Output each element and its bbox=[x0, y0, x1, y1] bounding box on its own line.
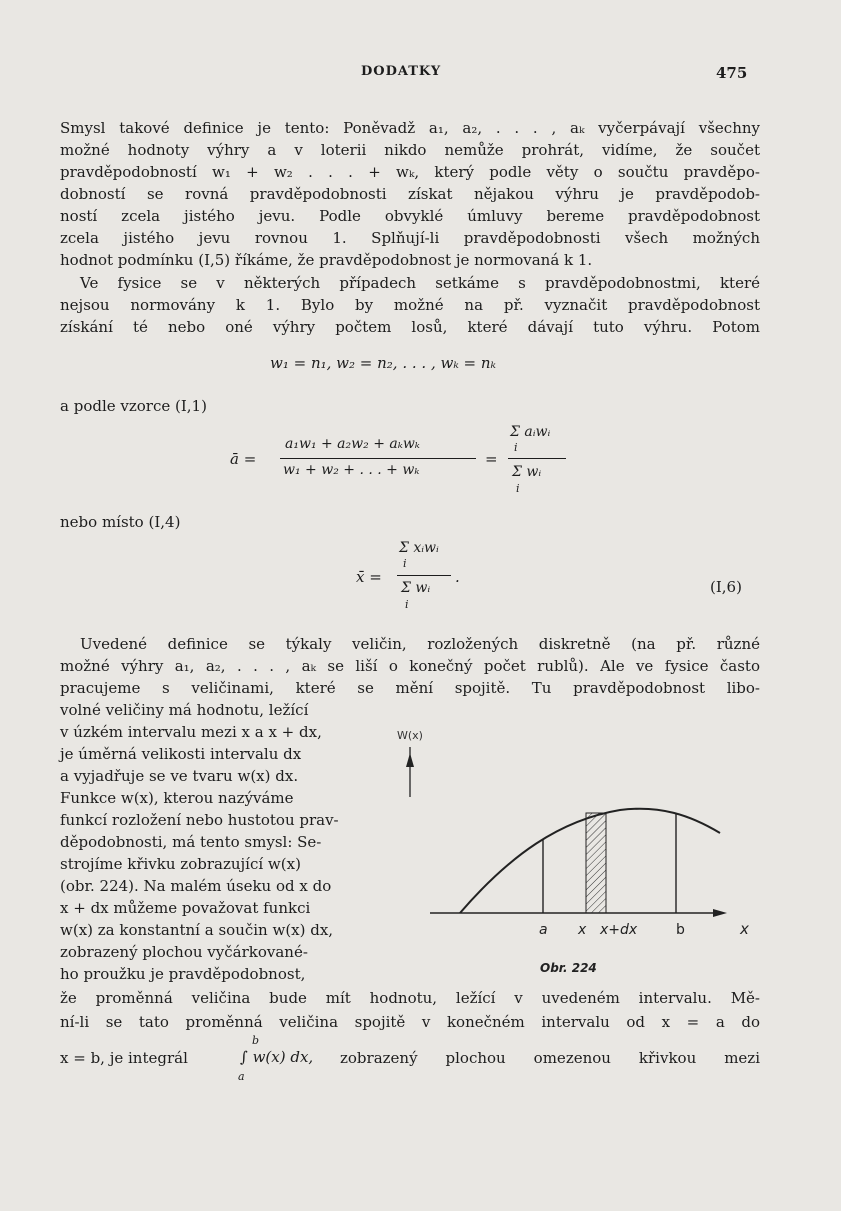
text-line: pravděpodobností w₁ + w₂ . . . + wₖ, který podle věty o součtu pravděpo- bbox=[60, 163, 760, 181]
integral-expression: ∫ w(x) dx, bbox=[240, 1048, 314, 1066]
arrowhead-icon bbox=[406, 753, 414, 767]
fraction-denominator: w₁ + w₂ + . . . + wₖ bbox=[283, 462, 420, 478]
hatched-strip bbox=[586, 813, 606, 913]
equals-sign: = bbox=[485, 450, 498, 468]
label-a: a bbox=[539, 922, 548, 938]
equation-weights: w₁ = n₁, w₂ = n₂, . . . , wₖ = nₖ bbox=[270, 354, 497, 372]
text-line: možné hodnoty výhry a v loterii nikdo nemůže prohrát, vidíme, že součet bbox=[60, 141, 760, 159]
equation-label: (I,6) bbox=[710, 578, 742, 596]
text-line: zobrazený plochou vyčárkované- bbox=[60, 943, 308, 961]
fraction-denominator: Σ wᵢ bbox=[512, 464, 542, 480]
text-line: dobností se rovná pravděpodobnosti získat nějakou výhru je pravděpodob- bbox=[60, 185, 760, 203]
text-line: funkcí rozložení nebo hustotou prav- bbox=[60, 811, 339, 829]
y-axis-label: W(x) bbox=[397, 729, 423, 742]
text-line: v úzkém intervalu mezi x a x + dx, bbox=[60, 723, 322, 741]
text-line: děpodobnosti, má tento smysl: Se- bbox=[60, 833, 322, 851]
label-b: b bbox=[676, 922, 685, 938]
fraction-bar bbox=[280, 458, 476, 459]
equation-dot: . bbox=[455, 568, 460, 586]
label-x-plus-dx: x+dx bbox=[600, 922, 638, 938]
text-line: že proměnná veličina bude mít hodnotu, ležící v uvedeném intervalu. Mě- bbox=[60, 989, 760, 1007]
text-line: hodnot podmínku (I,5) říkáme, že pravděpodobnost je normovaná k 1. bbox=[60, 251, 593, 269]
page-number: 475 bbox=[716, 64, 748, 82]
equation-lhs: ā = bbox=[230, 450, 257, 468]
fraction-numerator: Σ aᵢwᵢ bbox=[510, 424, 551, 440]
axis-label-x: x bbox=[740, 920, 749, 938]
fraction-numerator: a₁w₁ + a₂w₂ + aₖwₖ bbox=[285, 436, 420, 452]
running-header: DODATKY bbox=[361, 64, 442, 79]
arrowhead-icon bbox=[713, 909, 727, 917]
fraction-numerator: Σ xᵢwᵢ bbox=[399, 540, 439, 556]
summation-index: i bbox=[405, 598, 409, 611]
text-line: získání té nebo oné výhry počtem losů, které dávají tuto výhru. Potom bbox=[60, 318, 760, 336]
integral-lower-limit: a bbox=[238, 1070, 245, 1083]
text-line: je úměrná velikosti intervalu dx bbox=[60, 745, 302, 763]
figure-224 bbox=[390, 725, 770, 985]
text-line: a vyjadřuje se ve tvaru w(x) dx. bbox=[60, 767, 299, 785]
text-line: ho proužku je pravděpodobnost, bbox=[60, 965, 306, 983]
text-line: x = b, je integrál bbox=[60, 1049, 188, 1067]
integral-upper-limit: b bbox=[252, 1034, 260, 1047]
text-line: x + dx můžeme považovat funkci bbox=[60, 899, 311, 917]
text-line: možné výhry a₁, a₂, . . . , aₖ se liší o konečný počet rublů). Ale ve fysice často bbox=[60, 657, 760, 675]
text-line: Ve fysice se v některých případech setkáme s pravděpodobnostmi, které bbox=[80, 274, 760, 292]
label-x: x bbox=[578, 922, 587, 938]
fraction-denominator: Σ wᵢ bbox=[401, 580, 431, 596]
text-line: pracujeme s veličinami, které se mění spojitě. Tu pravděpodobnost libo- bbox=[60, 679, 760, 697]
text-line: Funkce w(x), kterou nazýváme bbox=[60, 789, 294, 807]
text-line: volné veličiny má hodnotu, ležící bbox=[60, 701, 309, 719]
text-line: nejsou normovány k 1. Bylo by možné na př. vyznačit pravděpodobnost bbox=[60, 296, 760, 314]
text-line: zcela jistého jevu rovnou 1. Splňují-li pravděpodobnosti všech možných bbox=[60, 229, 760, 247]
text-line: ní-li se tato proměnná veličina spojitě v konečném intervalu od x = a do bbox=[60, 1013, 760, 1031]
text-line: w(x) za konstantní a součin w(x) dx, bbox=[60, 921, 334, 939]
summation-index: i bbox=[403, 557, 407, 570]
summation-index: i bbox=[514, 441, 518, 454]
text-line: Smysl takové definice je tento: Poněvadž a₁, a₂, . . . , aₖ vyčerpávají všechny bbox=[60, 119, 760, 137]
text-line: zobrazený plochou omezenou křivkou mezi bbox=[340, 1049, 760, 1067]
summation-index: i bbox=[516, 482, 520, 495]
text-line: Uvedené definice se týkaly veličin, rozložených diskretně (na př. různé bbox=[80, 635, 760, 653]
equation-lhs: x̄ = bbox=[356, 568, 382, 586]
text-line: nebo místo (I,4) bbox=[60, 513, 181, 531]
text-line: (obr. 224). Na malém úseku od x do bbox=[60, 877, 332, 895]
fraction-bar bbox=[508, 458, 566, 459]
text-line: a podle vzorce (I,1) bbox=[60, 397, 207, 415]
figure-caption: Obr. 224 bbox=[540, 961, 597, 975]
fraction-bar bbox=[397, 575, 451, 576]
text-line: ností zcela jistého jevu. Podle obvyklé úmluvy bereme pravděpodobnost bbox=[60, 207, 760, 225]
text-line: strojíme křivku zobrazující w(x) bbox=[60, 855, 301, 873]
